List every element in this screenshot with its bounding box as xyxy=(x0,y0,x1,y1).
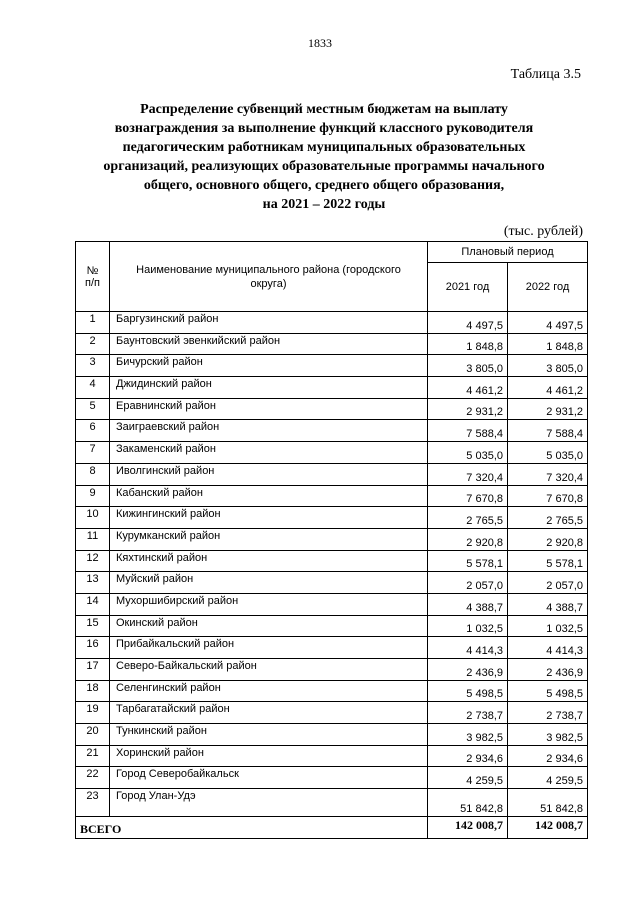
title-line: организаций, реализующих образовательные программы начального xyxy=(103,159,545,174)
district-name-cell: Курумканский район xyxy=(110,528,428,550)
district-name-cell: Баунтовский эвенкийский район xyxy=(110,333,428,355)
table-row xyxy=(76,355,588,377)
table-row xyxy=(76,398,588,420)
district-name-cell: Еравнинский район xyxy=(110,398,428,420)
amount-2021-cell: 4 414,3 xyxy=(428,637,508,659)
amount-2022-cell: 2 436,9 xyxy=(508,659,588,681)
table-row xyxy=(76,680,588,702)
table-row xyxy=(76,333,588,355)
row-number-cell: 3 xyxy=(76,355,110,377)
row-number-cell: 4 xyxy=(76,377,110,399)
amount-2022-cell: 5 578,1 xyxy=(508,550,588,572)
amount-2021-cell: 3 805,0 xyxy=(428,355,508,377)
title-line: на 2021 – 2022 годы xyxy=(262,197,386,212)
title-line: Распределение субвенций местным бюджетам на выплату xyxy=(140,102,508,117)
district-name-cell: Заиграевский район xyxy=(110,420,428,442)
amount-2021-cell: 7 588,4 xyxy=(428,420,508,442)
amount-2021-cell: 2 738,7 xyxy=(428,702,508,724)
row-number-cell: 15 xyxy=(76,615,110,637)
district-name-cell: Прибайкальский район xyxy=(110,637,428,659)
total-row xyxy=(76,817,588,839)
total-amount-2021: 142 008,7 xyxy=(428,817,508,839)
header-num xyxy=(76,242,110,312)
table-row xyxy=(76,572,588,594)
row-number-cell: 9 xyxy=(76,485,110,507)
amount-2022-cell: 2 920,8 xyxy=(508,528,588,550)
district-name-cell: Город Северобайкальск xyxy=(110,767,428,789)
amount-2022-cell: 5 498,5 xyxy=(508,680,588,702)
amount-2022-cell: 2 934,6 xyxy=(508,745,588,767)
header-num-text: № п/п xyxy=(85,264,100,289)
amount-2022-cell: 2 765,5 xyxy=(508,507,588,529)
row-number-cell: 23 xyxy=(76,789,110,817)
district-name-cell: Кабанский район xyxy=(110,485,428,507)
row-number-cell: 18 xyxy=(76,680,110,702)
row-number-cell: 1 xyxy=(76,312,110,334)
table-row xyxy=(76,377,588,399)
table-row xyxy=(76,637,588,659)
amount-2022-cell: 1 848,8 xyxy=(508,333,588,355)
amount-2021-cell: 5 578,1 xyxy=(428,550,508,572)
title-line: общего, основного общего, среднего общего образования, xyxy=(143,178,505,193)
table-row xyxy=(76,593,588,615)
amount-2021-cell: 4 497,5 xyxy=(428,312,508,334)
amount-2022-cell: 2 738,7 xyxy=(508,702,588,724)
table-body xyxy=(76,312,588,839)
amount-2021-cell: 2 765,5 xyxy=(428,507,508,529)
header-year-2021: 2021 год xyxy=(428,263,508,312)
amount-2021-cell: 4 461,2 xyxy=(428,377,508,399)
amount-2021-cell: 4 388,7 xyxy=(428,593,508,615)
amount-2021-cell: 2 931,2 xyxy=(428,398,508,420)
row-number-cell: 10 xyxy=(76,507,110,529)
units-label: (тыс. рублей) xyxy=(503,224,583,239)
amount-2021-cell: 1 032,5 xyxy=(428,615,508,637)
amount-2022-cell: 4 414,3 xyxy=(508,637,588,659)
document-title xyxy=(70,100,578,214)
header-district-name: Наименование муниципального района (городского округа) xyxy=(110,242,428,312)
row-number-cell: 17 xyxy=(76,659,110,681)
district-name-cell: Кяхтинский район xyxy=(110,550,428,572)
amount-2022-cell: 7 320,4 xyxy=(508,463,588,485)
total-label: ВСЕГО xyxy=(76,817,428,839)
row-number-cell: 11 xyxy=(76,528,110,550)
table-row xyxy=(76,528,588,550)
row-number-cell: 2 xyxy=(76,333,110,355)
district-name-cell: Бичурский район xyxy=(110,355,428,377)
district-name-cell: Тарбагатайский район xyxy=(110,702,428,724)
amount-2022-cell: 1 032,5 xyxy=(508,615,588,637)
amount-2022-cell: 3 805,0 xyxy=(508,355,588,377)
table-row xyxy=(76,767,588,789)
district-name-cell: Хоринский район xyxy=(110,745,428,767)
amount-2021-cell: 1 848,8 xyxy=(428,333,508,355)
amount-2021-cell: 2 057,0 xyxy=(428,572,508,594)
amount-2022-cell: 4 388,7 xyxy=(508,593,588,615)
amount-2022-cell: 4 461,2 xyxy=(508,377,588,399)
amount-2022-cell: 7 670,8 xyxy=(508,485,588,507)
amount-2022-cell: 5 035,0 xyxy=(508,442,588,464)
row-number-cell: 12 xyxy=(76,550,110,572)
amount-2021-cell: 4 259,5 xyxy=(428,767,508,789)
table-row xyxy=(76,507,588,529)
table-row xyxy=(76,312,588,334)
row-number-cell: 20 xyxy=(76,724,110,746)
page-number: 1833 xyxy=(308,36,332,50)
district-name-cell: Селенгинский район xyxy=(110,680,428,702)
row-number-cell: 14 xyxy=(76,593,110,615)
table-row xyxy=(76,615,588,637)
amount-2021-cell: 5 035,0 xyxy=(428,442,508,464)
header-planning-period: Плановый период xyxy=(428,242,588,263)
row-number-cell: 16 xyxy=(76,637,110,659)
district-name-cell: Закаменский район xyxy=(110,442,428,464)
district-name-cell: Тункинский район xyxy=(110,724,428,746)
amount-2022-cell: 2 931,2 xyxy=(508,398,588,420)
amount-2022-cell: 3 982,5 xyxy=(508,724,588,746)
district-name-cell: Муйский район xyxy=(110,572,428,594)
table-row xyxy=(76,745,588,767)
row-number-cell: 7 xyxy=(76,442,110,464)
row-number-cell: 21 xyxy=(76,745,110,767)
district-name-cell: Мухоршибирский район xyxy=(110,593,428,615)
table-row xyxy=(76,463,588,485)
total-amount-2022: 142 008,7 xyxy=(508,817,588,839)
amount-2021-cell: 2 436,9 xyxy=(428,659,508,681)
subsidies-table xyxy=(75,241,588,839)
table-row xyxy=(76,659,588,681)
district-name-cell: Северо-Байкальский район xyxy=(110,659,428,681)
amount-2021-cell: 7 320,4 xyxy=(428,463,508,485)
title-line: педагогическим работникам муниципальных образовательных xyxy=(122,140,526,155)
district-name-cell: Окинский район xyxy=(110,615,428,637)
amount-2022-cell: 51 842,8 xyxy=(508,789,588,817)
district-name-cell: Баргузинский район xyxy=(110,312,428,334)
table-row xyxy=(76,550,588,572)
row-number-cell: 5 xyxy=(76,398,110,420)
table-row xyxy=(76,485,588,507)
amount-2021-cell: 2 934,6 xyxy=(428,745,508,767)
district-name-cell: Джидинский район xyxy=(110,377,428,399)
amount-2021-cell: 2 920,8 xyxy=(428,528,508,550)
table-row xyxy=(76,420,588,442)
amount-2021-cell: 3 982,5 xyxy=(428,724,508,746)
table-row xyxy=(76,442,588,464)
amount-2021-cell: 5 498,5 xyxy=(428,680,508,702)
title-line: вознаграждения за выполнение функций классного руководителя xyxy=(114,121,534,136)
table-row xyxy=(76,789,588,817)
amount-2022-cell: 4 259,5 xyxy=(508,767,588,789)
district-name-cell: Кижингинский район xyxy=(110,507,428,529)
table-row xyxy=(76,724,588,746)
row-number-cell: 8 xyxy=(76,463,110,485)
amount-2021-cell: 7 670,8 xyxy=(428,485,508,507)
amount-2021-cell: 51 842,8 xyxy=(428,789,508,817)
district-name-cell: Иволгинский район xyxy=(110,463,428,485)
table-label: Таблица 3.5 xyxy=(510,67,581,82)
table-row xyxy=(76,702,588,724)
row-number-cell: 13 xyxy=(76,572,110,594)
row-number-cell: 6 xyxy=(76,420,110,442)
amount-2022-cell: 2 057,0 xyxy=(508,572,588,594)
header-year-2022: 2022 год xyxy=(508,263,588,312)
row-number-cell: 19 xyxy=(76,702,110,724)
amount-2022-cell: 4 497,5 xyxy=(508,312,588,334)
amount-2022-cell: 7 588,4 xyxy=(508,420,588,442)
row-number-cell: 22 xyxy=(76,767,110,789)
district-name-cell: Город Улан-Удэ xyxy=(110,789,428,817)
